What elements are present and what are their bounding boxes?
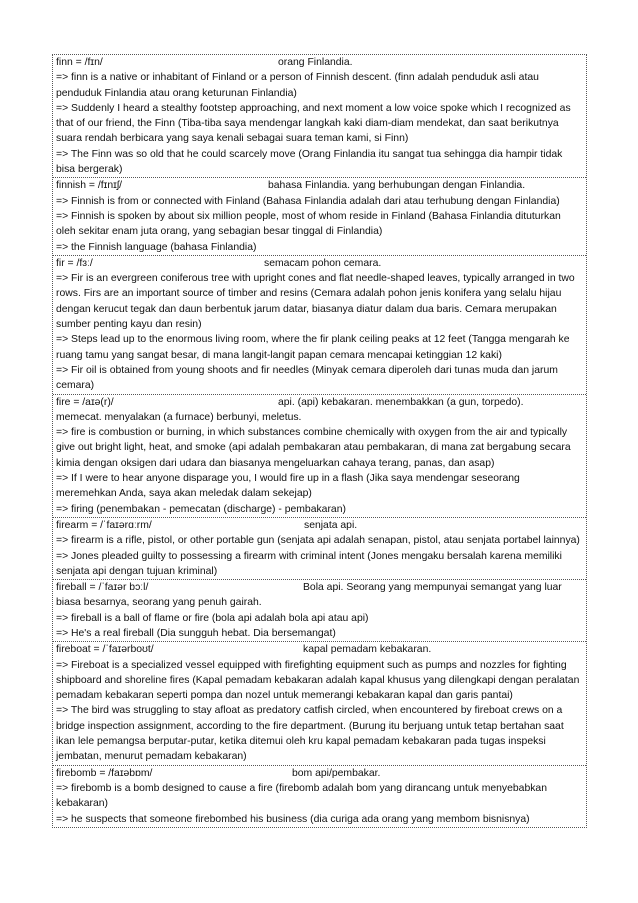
entry-line: => firearm is a rifle, pistol, or other portable gun (senjata api adalah senapan, pistol, atau senjata portabel lainnya): [56, 535, 580, 547]
entry-firebomb: [53, 766, 586, 827]
entry-meaning: kapal pemadam kebakaran.: [303, 644, 432, 656]
entry-meaning: senjata api.: [304, 519, 358, 531]
entry-line: => he suspects that someone firebombed his business (dia curiga ada orang yang membom bisnisnya): [56, 813, 530, 825]
entry-term: firebomb = /faɪəbɒm/: [56, 767, 153, 779]
entry-line: => firebomb is a bomb designed to cause a fire (firebomb adalah bom yang dirancang untuk menyebabkan kebakaran): [56, 782, 547, 810]
entry-meaning: semacam pohon cemara.: [264, 257, 382, 269]
entry-term: fireboat = /ˈfaɪərboʊt/: [56, 644, 154, 656]
entry-line: => Fireboat is a specialized vessel equipped with firefighting equipment such as pumps and nozzles for fighting shipboard and shoreline fires (Kapal pemadam kebakaran adalah kapal khusus yang dilengkapi dengan peralatan pemadam kebakaran seperti pompa dan nozel untuk memerangi kebakaran kapal dan garis pantai): [56, 659, 580, 702]
entry-line: => Suddenly I heard a stealthy footstep approaching, and next moment a low voice spoke which I recognized as that of our friend, the Finn (Tiba-tiba saya mendengar langkah kaki diam-diam mendekat, dan saat berikutnya suara rendah berbicara yang saya kenali sebagai suara teman kami, si Finn): [56, 102, 571, 145]
entry-head: [56, 518, 583, 533]
entry-line: => Finnish is from or connected with Finland (Bahasa Finlandia adalah dari atau terhubung dengan Finlandia): [56, 195, 560, 207]
entry-line: => Fir oil is obtained from young shoots and fir needles (Minyak cemara diperoleh dari tunas muda dan jarum cemara): [56, 364, 558, 392]
entry-line: => firing (penembakan - pemecatan (discharge) - pembakaran): [56, 503, 346, 515]
entry-firearm: [53, 518, 586, 580]
entry-line: => He's a real fireball (Dia sungguh hebat. Dia bersemangat): [56, 627, 336, 639]
entry-meaning: Bola api. Seorang yang mempunyai semangat yang luar: [303, 582, 562, 594]
entry-fireboat: [53, 642, 586, 765]
entry-head: [56, 580, 583, 595]
entry-line: memecat. menyalakan (a furnace) berbunyi, meletus.: [56, 411, 302, 423]
entry-line: => fireball is a ball of flame or fire (bola api adalah bola api atau api): [56, 612, 369, 624]
entry-fireball: [53, 580, 586, 642]
entry-meaning: bom api/pembakar.: [292, 767, 381, 779]
entry-line: => Finnish is spoken by about six million people, most of whom reside in Finland (Bahasa Finlandia dituturkan oleh sekitar enam juta orang, yang sebagian besar tinggal di Finlandia): [56, 210, 561, 238]
entry-term: fire = /aɪə(r)/: [56, 396, 114, 408]
entry-meaning: api. (api) kebakaran. menembakkan (a gun, torpedo).: [278, 396, 524, 408]
entry-meaning: orang Finlandia.: [278, 57, 353, 68]
entry-term: fir = /fɜː/: [56, 257, 93, 269]
entry-meaning: bahasa Finlandia. yang berhubungan dengan Finlandia.: [268, 180, 526, 192]
entry-fire: [53, 395, 586, 518]
entry-line: => The bird was struggling to stay afloat as predatory catfish circled, when encountered by fireboat crews on a bridge inspection assignment, according to the fire department. (Burung itu berjuang untuk tetap bertahan saat ikan lele pemangsa berputar-putar, ketika ditemui oleh kru kapal pemadam kebakaran pada tugas inspeksi jembatan, menurut pemadam kebakaran): [56, 705, 564, 763]
entry-fir: [53, 256, 586, 395]
entry-head: [56, 178, 583, 193]
entry-line: => Fir is an evergreen coniferous tree with upright cones and flat needle-shaped leaves, typically arranged in two rows. Firs are an important source of timber and resins (Cemara adalah pohon jenis konifera yang selalu hijau dengan kerucut tegak dan daun berbentuk jarum datar, biasanya diatur dalam dua baris. Cemara merupakan sumber penting kayu dan resin): [56, 273, 575, 331]
entry-head: [56, 55, 583, 70]
entry-line: => If I were to hear anyone disparage you, I would fire up in a flash (Jika saya mendengar seseorang meremehkan Anda, saya akan meledak dalam sekejap): [56, 473, 520, 500]
entry-head: [56, 642, 583, 657]
entry-line: => Steps lead up to the enormous living room, where the fir plank ceiling peaks at 12 feet (Tangga mengarah ke ruang tamu yang sangat besar, di mana langit-langit papan cemara mencapai ketinggian 12 kaki): [56, 334, 570, 361]
entry-term: finnish = /fɪnɪʃ/: [56, 180, 123, 192]
entry-head: [56, 766, 583, 781]
dictionary-page: [52, 54, 587, 828]
entry-finn: [53, 55, 586, 178]
entry-line: => fire is combustion or burning, in which substances combine chemically with oxygen from the air and typically give out bright light, heat, and smoke (api adalah pembakaran atau pembakaran, di mana zat bergabung secara kimia dengan oksigen dari udara dan biasanya mengeluarkan cahaya terang, panas, dan asap): [56, 427, 571, 469]
entry-line: => the Finnish language (bahasa Finlandia): [56, 241, 257, 253]
entry-line: => The Finn was so old that he could scarcely move (Orang Finlandia itu sangat tua sehingga dia hampir tidak bisa bergerak): [56, 148, 563, 176]
entry-line: => finn is a native or inhabitant of Finland or a person of Finnish descent. (finn adalah penduduk asli atau penduduk Finlandia atau orang keturunan Finlandia): [56, 72, 539, 99]
entry-head: [56, 256, 583, 271]
entry-term: firearm = /ˈfaɪərɑːrm/: [56, 519, 152, 531]
entry-term: fireball = /ˈfaɪər bɔːl/: [56, 582, 149, 594]
entry-line: => Jones pleaded guilty to possessing a firearm with criminal intent (Jones mengaku bersalah karena memiliki senjata api dengan tujuan kriminal): [56, 550, 562, 577]
entry-term: finn = /fɪn/: [56, 57, 103, 68]
entry-finnish: [53, 178, 586, 255]
entry-line: biasa besarnya, seorang yang penuh gairah.: [56, 597, 262, 609]
entry-head: [56, 395, 583, 410]
